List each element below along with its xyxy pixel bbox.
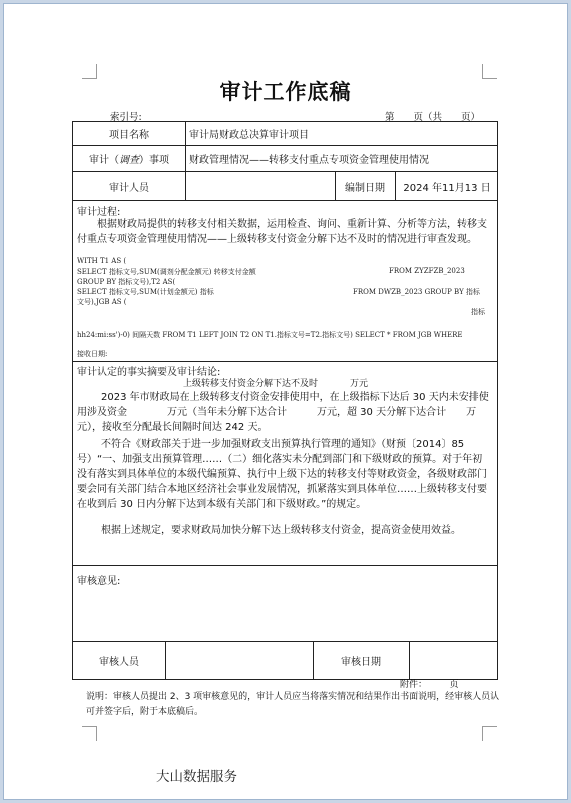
index-number-label: 索引号: [110, 112, 142, 123]
project-row [73, 122, 497, 146]
body-table [72, 200, 498, 680]
reviewer-row [73, 642, 497, 679]
project-name-value: 审计局财政总决算审计项目 [189, 130, 309, 141]
date-label: 编制日期 [345, 182, 385, 194]
audit-process-title: 审计过程: [77, 207, 121, 218]
facts-headline: 上级转移支付资金分解下达不及时 万元 [183, 379, 369, 389]
page-title: 审计工作底稿 [219, 79, 352, 104]
review-opinion-label: 审核意见: [77, 576, 121, 587]
subject-label: 审计（ 调查 ）事项 [89, 155, 169, 166]
subject-row [73, 146, 497, 172]
facts-paragraph-1: 2023 年市财政局在上级转移支付资金安排使用中，在上级指标下达后 30 天内未安排使用涉及资金 万元（当年未分解下达合计 万元，超 30 天分解下达合计 万元），接收至分配最长间隔时间达 242 天。 [77, 392, 489, 433]
code-line: WITH T1 AS ( [77, 257, 127, 265]
code-line: 指标 [471, 308, 485, 316]
audit-process-paragraph: 根据财政局提供的转移支付相关数据，运用检查、询问、重新计算、分析等方法，转移支付重点专项资金管理使用情况——上级转移支付资金分解下达不及时的情况进行审查发现。 [77, 219, 487, 245]
facts-paragraph-3: 根据上述规定，要求财政局加快分解下达上级转移支付资金，提高资金使用效益。 [101, 525, 461, 536]
review-opinion-section [73, 566, 497, 642]
subject-value: 财政管理情况——转移支付重点专项资金管理使用情况 [189, 155, 429, 166]
reviewer-label: 审核人员 [99, 657, 139, 668]
facts-paragraph-2: 不符合《财政部关于进一步加强财政支出预算执行管理的通知》（财预〔2014〕85 号）“一、加强支出预算管理……（二）细化落实未分配到部门和下级财政的预算。对于年初没有落实到具体单位的本级代编预算、执行中上级下达的转移支付等财政资金，各级财政部门要会同有关部门结合本地区经济社会事业发展情况，抓紧落实到具体单位……上级转移支付要在收到后 30 日内分解下达到本级有关部门和下级财政。”的规定。 [77, 439, 487, 510]
code-line: SELECT 指标文号,SUM(计划金额元) 指标 [77, 288, 214, 296]
code-line: 文号),JGB AS ( [77, 298, 127, 306]
code-line: FROM DWZB_2023 GROUP BY 指标 [353, 288, 480, 296]
auditor-row [73, 172, 497, 200]
auditor-label: 审计人员 [109, 182, 149, 194]
attachment-label: 附件： 页 [400, 680, 459, 690]
page-number-label: 第 页（共 页） [385, 112, 481, 123]
date-value: 2024 年11月13 日 [403, 182, 491, 194]
header-table [72, 121, 498, 201]
corner-mark [82, 726, 97, 741]
code-line: GROUP BY 指标文号),T2 AS( [77, 278, 176, 286]
code-line: FROM ZYZFZB_2023 [389, 267, 465, 275]
code-line: SELECT 指标文号,SUM(调剂分配金额元) 转移支付金额 [77, 268, 256, 276]
facts-title: 审计认定的事实摘要及审计结论: [77, 367, 221, 378]
audit-process-section [73, 201, 497, 362]
receive-date-label: 接收日期: [77, 350, 108, 358]
code-line: hh24:mi:ss')-0) 间隔天数 FROM T1 LEFT JOIN T2 ON T1.指标文号=T2.指标文号) SELECT * FROM JGB WHERE [77, 331, 463, 339]
project-name-label: 项目名称 [109, 130, 149, 141]
facts-section [73, 362, 497, 566]
note-text: 说明：审核人员提出 2、3 项审核意见的，审计人员应当将落实情况和结果作出书面说明，经审核人员认可并签字后，附于本底稿后。 [86, 692, 500, 717]
review-date-label: 审核日期 [341, 657, 381, 668]
footer-watermark: 大山数据服务 [156, 769, 237, 785]
corner-mark [482, 726, 497, 741]
